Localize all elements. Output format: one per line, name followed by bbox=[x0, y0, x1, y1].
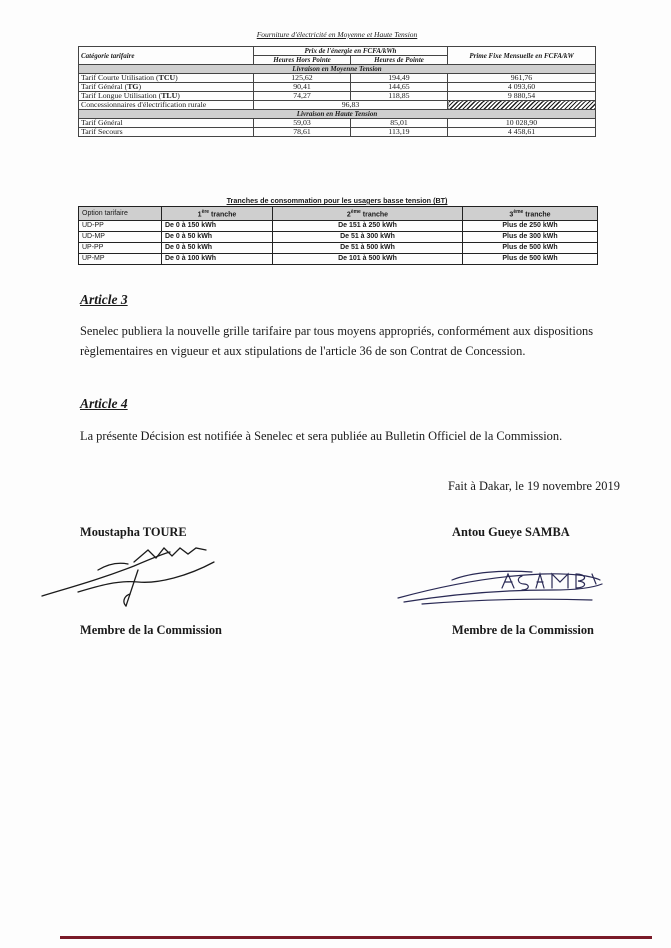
peak-value: 194,49 bbox=[351, 74, 448, 83]
off-peak-value: 125,62 bbox=[254, 74, 351, 83]
rural-value: 96,83 bbox=[254, 101, 448, 110]
prime-value: 4 093,60 bbox=[448, 83, 596, 92]
off-peak-value: 74,27 bbox=[254, 92, 351, 101]
tranche1-cell: De 0 à 50 kWh bbox=[162, 232, 273, 243]
signature-2-image bbox=[392, 560, 622, 616]
table-row bbox=[79, 243, 598, 254]
col-price-header: Prix de l'énergie en FCFA/kWh bbox=[254, 47, 448, 56]
option-cell: UD-PP bbox=[79, 221, 162, 232]
peak-value: 118,85 bbox=[351, 92, 448, 101]
col-tranche1-header: 1ère tranche bbox=[162, 207, 273, 221]
table-row bbox=[79, 221, 598, 232]
table1-title: Fourniture d'électricité en Moyenne et Haute Tension bbox=[256, 30, 418, 39]
tranche2-cell: De 51 à 300 kWh bbox=[273, 232, 463, 243]
option-cell: UD-MP bbox=[79, 232, 162, 243]
table-row bbox=[79, 128, 596, 137]
tranche2-cell: De 51 à 500 kWh bbox=[273, 243, 463, 254]
col-peak-header: Heures de Pointe bbox=[351, 56, 448, 65]
signatory-role-2: Membre de la Commission bbox=[452, 623, 594, 637]
tranche1-cell: De 0 à 50 kWh bbox=[162, 243, 273, 254]
row-label: Tarif Longue Utilisation (TLU) bbox=[79, 92, 254, 101]
peak-value: 85,01 bbox=[351, 119, 448, 128]
col-option-header: Option tarifaire bbox=[79, 207, 162, 221]
article4-text: La présente Décision est notifiée à Senelec et sera publiée au Bulletin Officiel de la Commission. bbox=[80, 429, 563, 443]
row-label: Tarif Courte Utilisation (TCU) bbox=[79, 74, 254, 83]
article3-heading: Article 3 bbox=[80, 292, 128, 307]
tranche3-cell: Plus de 500 kWh bbox=[463, 254, 598, 265]
hatched-cell bbox=[448, 101, 596, 110]
section-mt: Livraison en Moyenne Tension bbox=[79, 65, 596, 74]
tariff-table-mt-ht bbox=[78, 46, 596, 137]
bt-tranches-table bbox=[78, 206, 598, 265]
signatory-role-1: Membre de la Commission bbox=[80, 623, 222, 637]
article4-heading: Article 4 bbox=[80, 396, 128, 411]
tranche2-cell: De 101 à 500 kWh bbox=[273, 254, 463, 265]
option-cell: UP-MP bbox=[79, 254, 162, 265]
off-peak-value: 90,41 bbox=[254, 83, 351, 92]
table-row bbox=[79, 254, 598, 265]
col-prime-header: Prime Fixe Mensuelle en FCFA/kW bbox=[448, 47, 596, 65]
col-tranche2-header: 2ème tranche bbox=[273, 207, 463, 221]
section-ht: Livraison en Haute Tension bbox=[79, 110, 596, 119]
tranche3-cell: Plus de 300 kWh bbox=[463, 232, 598, 243]
off-peak-value: 59,03 bbox=[254, 119, 351, 128]
tranche1-cell: De 0 à 150 kWh bbox=[162, 221, 273, 232]
tranche3-cell: Plus de 500 kWh bbox=[463, 243, 598, 254]
table-row bbox=[79, 101, 596, 110]
peak-value: 144,65 bbox=[351, 83, 448, 92]
place-date: Fait à Dakar, le 19 novembre 2019 bbox=[448, 479, 620, 493]
off-peak-value: 78,61 bbox=[254, 128, 351, 137]
prime-value: 4 458,61 bbox=[448, 128, 596, 137]
prime-value: 9 880,54 bbox=[448, 92, 596, 101]
signature-1-image bbox=[38, 540, 218, 610]
signatory-name-2: Antou Gueye SAMBA bbox=[452, 525, 570, 539]
prime-value: 961,76 bbox=[448, 74, 596, 83]
peak-value: 113,19 bbox=[351, 128, 448, 137]
tranche2-cell: De 151 à 250 kWh bbox=[273, 221, 463, 232]
col-off-peak-header: Heures Hors Pointe bbox=[254, 56, 351, 65]
signatory-name-1: Moustapha TOURE bbox=[80, 525, 187, 539]
row-label: Tarif Secours bbox=[79, 128, 254, 137]
article3-text: Senelec publiera la nouvelle grille tarifaire par tous moyens appropriés, conformément aux dispositions règlementaires en vigueur et aux stipulations de l'article 36 de son Contrat de Concession. bbox=[80, 324, 594, 358]
row-label: Tarif Général (TG) bbox=[79, 83, 254, 92]
table-row bbox=[79, 232, 598, 243]
option-cell: UP-PP bbox=[79, 243, 162, 254]
row-label: Tarif Général bbox=[79, 119, 254, 128]
table2-title: Tranches de consommation pour les usagers basse tension (BT) bbox=[226, 196, 448, 205]
prime-value: 10 028,90 bbox=[448, 119, 596, 128]
row-label: Concessionnaires d'électrification rurale bbox=[79, 101, 254, 110]
tranche1-cell: De 0 à 100 kWh bbox=[162, 254, 273, 265]
tranche3-cell: Plus de 250 kWh bbox=[463, 221, 598, 232]
col-tranche3-header: 3ème tranche bbox=[463, 207, 598, 221]
footer-rule bbox=[60, 936, 652, 939]
col-category-header: Catégorie tarifaire bbox=[79, 47, 254, 65]
